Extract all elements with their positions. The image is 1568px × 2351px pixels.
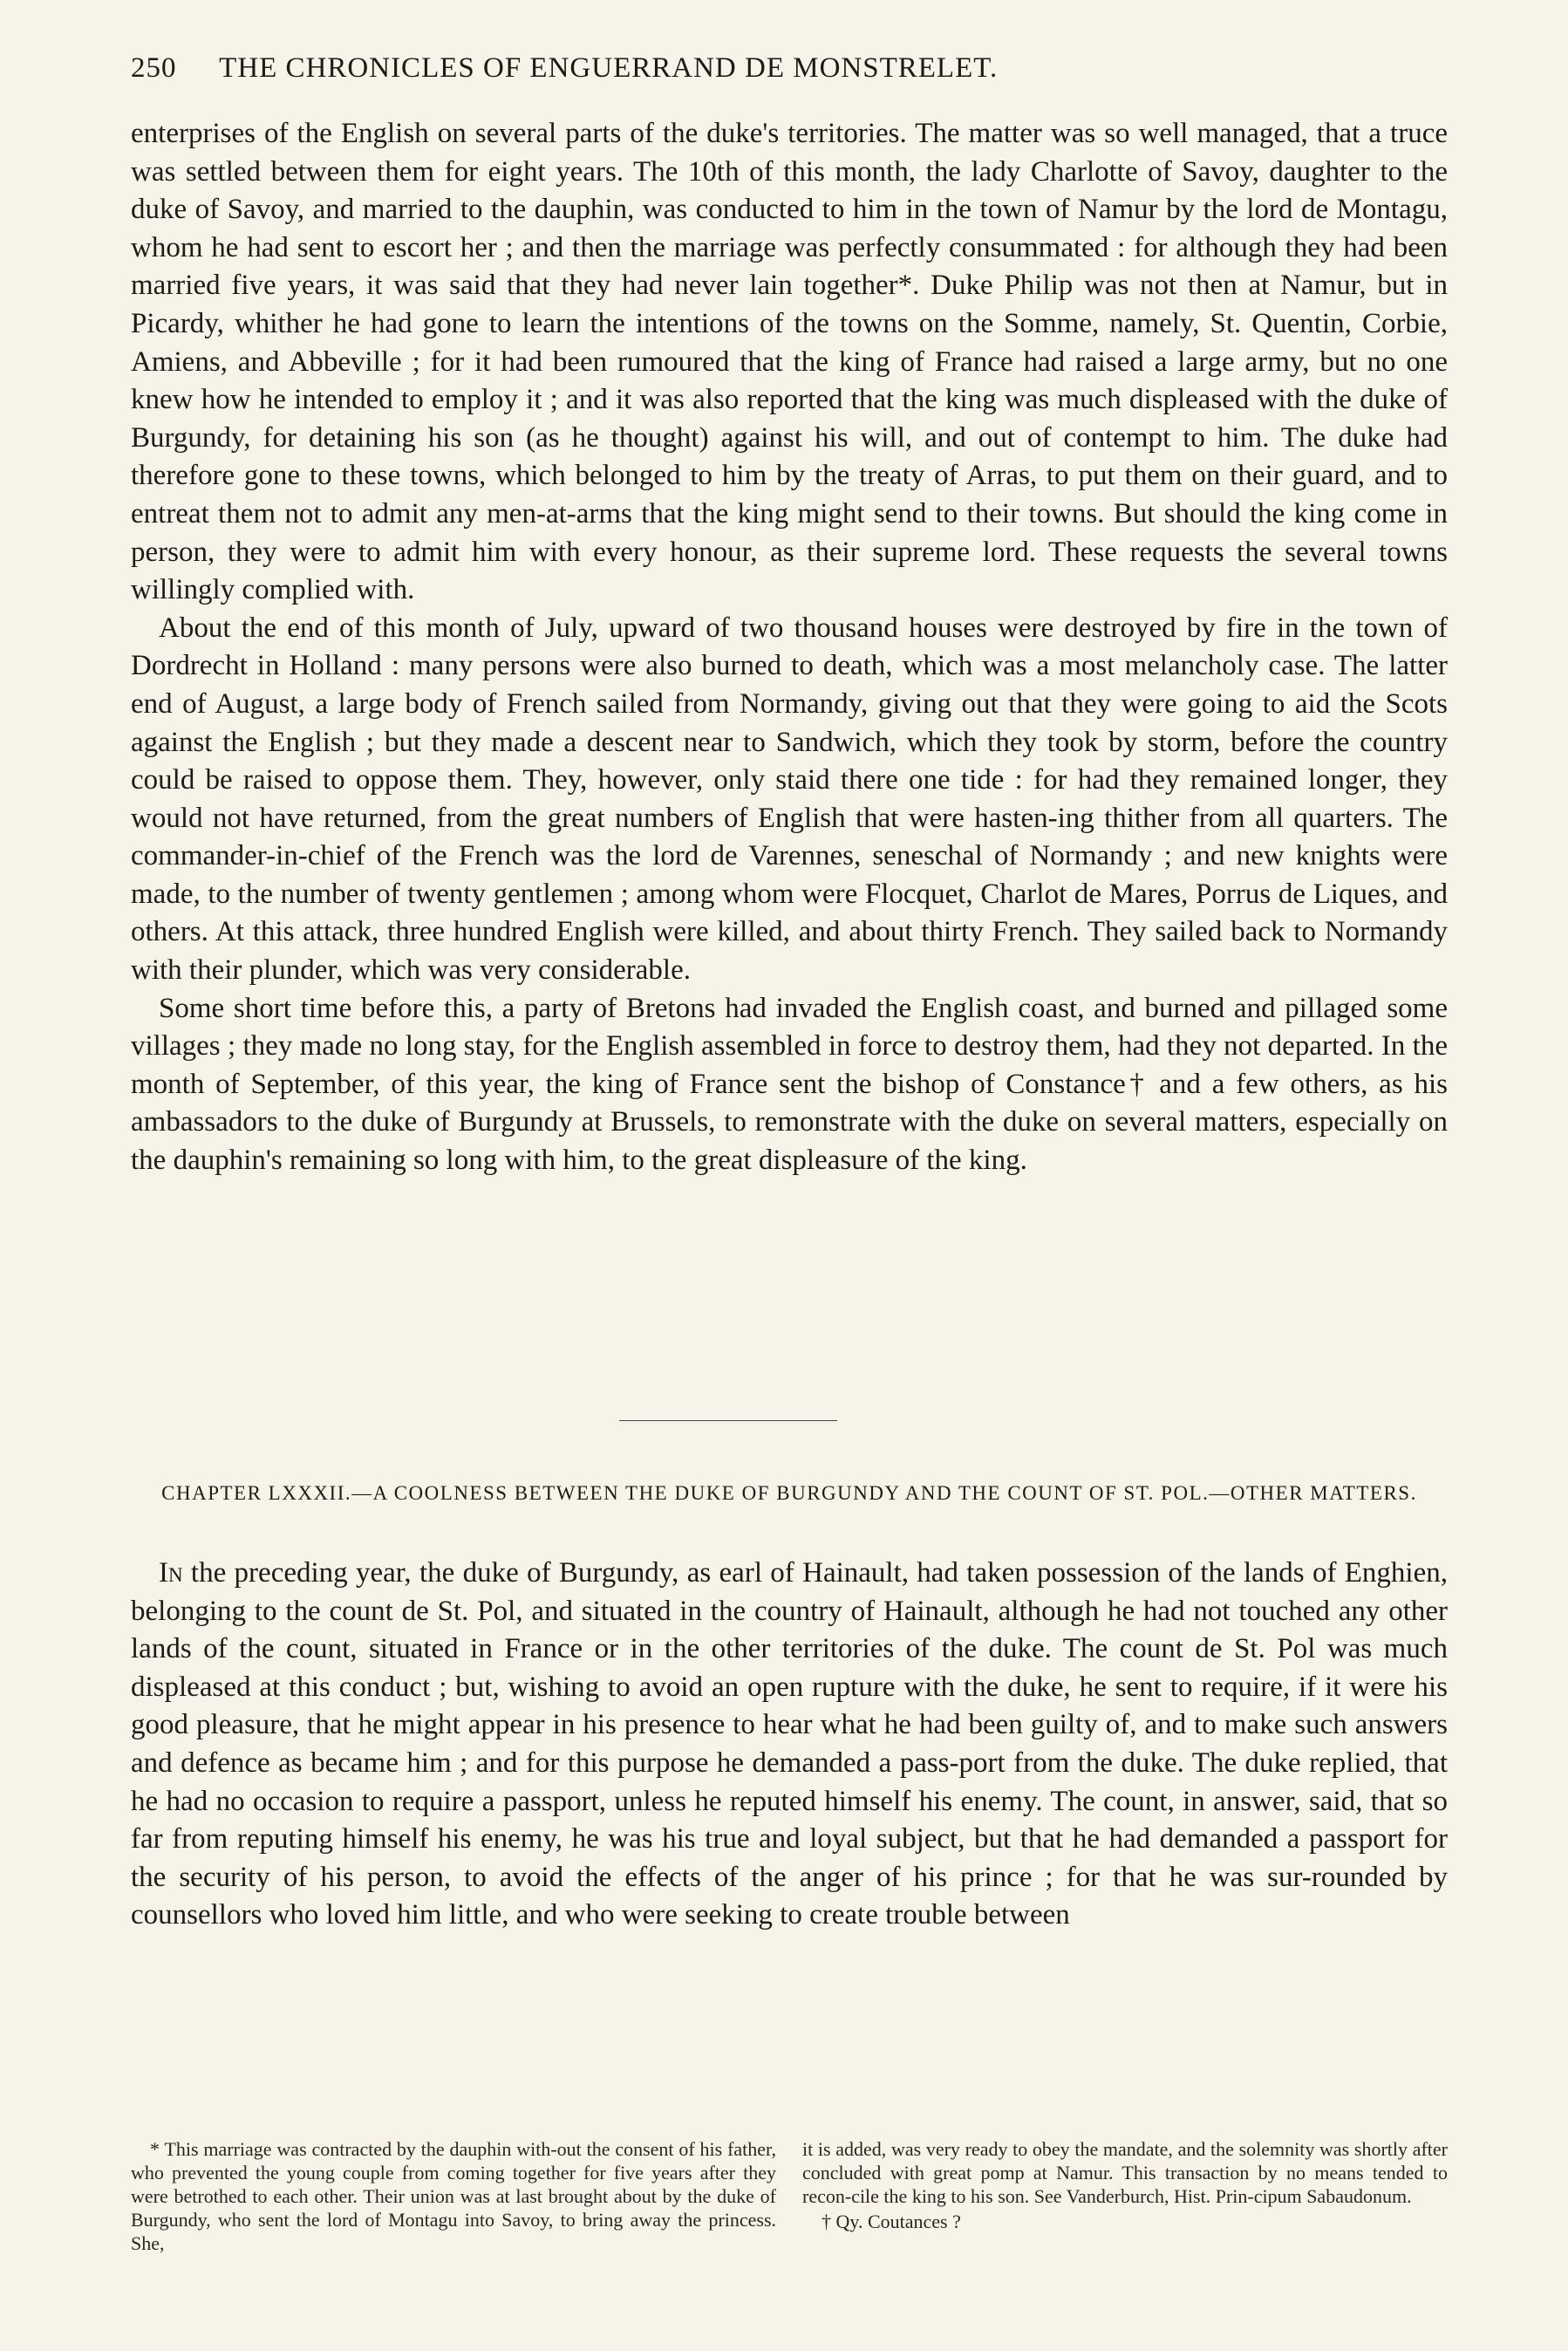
footnote-column-right <box>802 2137 1448 2255</box>
chapter-body <box>131 1555 1448 1935</box>
running-head <box>131 52 1448 85</box>
chapter-heading: CHAPTER LXXXII.—A COOLNESS BETWEEN THE DUKE OF BURGUNDY AND THE COUNT OF ST. POL.—OTHER MATTERS. <box>161 1482 1417 1504</box>
running-title: THE CHRONICLES OF ENGUERRAND DE MONSTRELET. <box>219 52 999 84</box>
footnote-text: * This marriage was contracted by the dauphin with-out the consent of his father, who prevented the young couple from coming together for five years after they were betrothed to each other. Their union was at last brought about by the duke of Burgundy, who sent the lord of Montagu into Savoy, to bring away the princess. She, <box>131 2138 776 2254</box>
section-divider <box>619 1420 837 1421</box>
opening-word: In <box>159 1557 183 1589</box>
footnotes <box>131 2137 1448 2255</box>
paragraph <box>131 1555 1448 1935</box>
footnote-column-left <box>131 2137 776 2255</box>
page-number: 250 <box>131 52 177 84</box>
paragraph: enterprises of the English on several parts of the duke's territories. The matter was so well managed, that a truce was settled between them for eight years. The 10th of this month, the lady Charlotte of Savoy, daughter to the duke of Savoy, and married to the dauphin, was conducted to him in the town of Namur by the lord de Montagu, whom he had sent to escort her ; and then the marriage was perfectly consummated : for although they had been married five years, it was said that they had never lain together*. Duke Philip was not then at Namur, but in Picardy, whither he had gone to learn the intentions of the towns on the Somme, namely, St. Quentin, Corbie, Amiens, and Abbeville ; for it had been rumoured that the king of France had raised a large army, but no one knew how he intended to employ it ; and it was also reported that the king was much displeased with the duke of Burgundy, for detaining his son (as he thought) against his will, and out of contempt to him. The duke had therefore gone to these towns, which belonged to him by the treaty of Arras, to put them on their guard, and to entreat them not to admit any men-at-arms that the king might send to their towns. But should the king come in person, they were to admit him with every honour, as their supreme lord. These requests the several towns willingly complied with. <box>131 118 1448 606</box>
paragraph: About the end of this month of July, upward of two thousand houses were destroyed by fire in the town of Dordrecht in Holland : many persons were also burned to death, which was a most melancholy case. The latter end of August, a large body of French sailed from Normandy, giving out that they were going to aid the Scots against the English ; but they made a descent near to Sandwich, which they took by storm, before the country could be raised to oppose them. They, however, only staid there one tide : for had they remained longer, they would not have returned, from the great numbers of English that were hasten-ing thither from all quarters. The commander-in-chief of the French was the lord de Varennes, seneschal of Normandy ; and new knights were made, to the number of twenty gentlemen ; among whom were Flocquet, Charlot de Mares, Porrus de Liques, and others. At this attack, three hundred English were killed, and about thirty French. They sailed back to Normandy with their plunder, which was very considerable. <box>131 612 1448 987</box>
paragraph: Some short time before this, a party of Bretons had invaded the English coast, and burned and pillaged some villages ; they made no long stay, for the English assembled in force to destroy them, had they not departed. In the month of September, of this year, the king of France sent the bishop of Constance† and a few others, as his ambassadors to the duke of Burgundy at Brussels, to remonstrate with the duke on several matters, especially on the dauphin's remaining so long with him, to the great displeasure of the king. <box>131 992 1448 1177</box>
footnote-text: it is added, was very ready to obey the mandate, and the solemnity was shortly after concluded with great pomp at Namur. This transaction by no means tended to recon-cile the king to his son. See Vanderburch, Hist. Prin-cipum Sabaudonum. <box>802 2138 1448 2207</box>
footnote-dagger: † Qy. Coutances ? <box>821 2211 961 2232</box>
body-text <box>131 115 1448 1180</box>
paragraph-text: the preceding year, the duke of Burgundy, as earl of Hainault, had taken possession of the lands of Enghien, belonging to the count de St. Pol, and situated in the country of Hainault, although he had not touched any other lands of the count, situated in France or in the other territories of the duke. The count de St. Pol was much displeased at this conduct ; but, wishing to avoid an open rupture with the duke, he sent to require, if it were his good pleasure, that he might appear in his presence to hear what he had been guilty of, and to make such answers and defence as became him ; and for this purpose he demanded a pass-port from the duke. The duke replied, that he had no occasion to require a passport, unless he reputed himself his enemy. The count, in answer, said, that so far from reputing himself his enemy, he was his true and loyal subject, but that he had demanded a passport for the security of his person, to avoid the effects of the anger of his prince ; for that he was sur-rounded by counsellors who loved him little, and who were seeking to create trouble between <box>131 1557 1448 1931</box>
